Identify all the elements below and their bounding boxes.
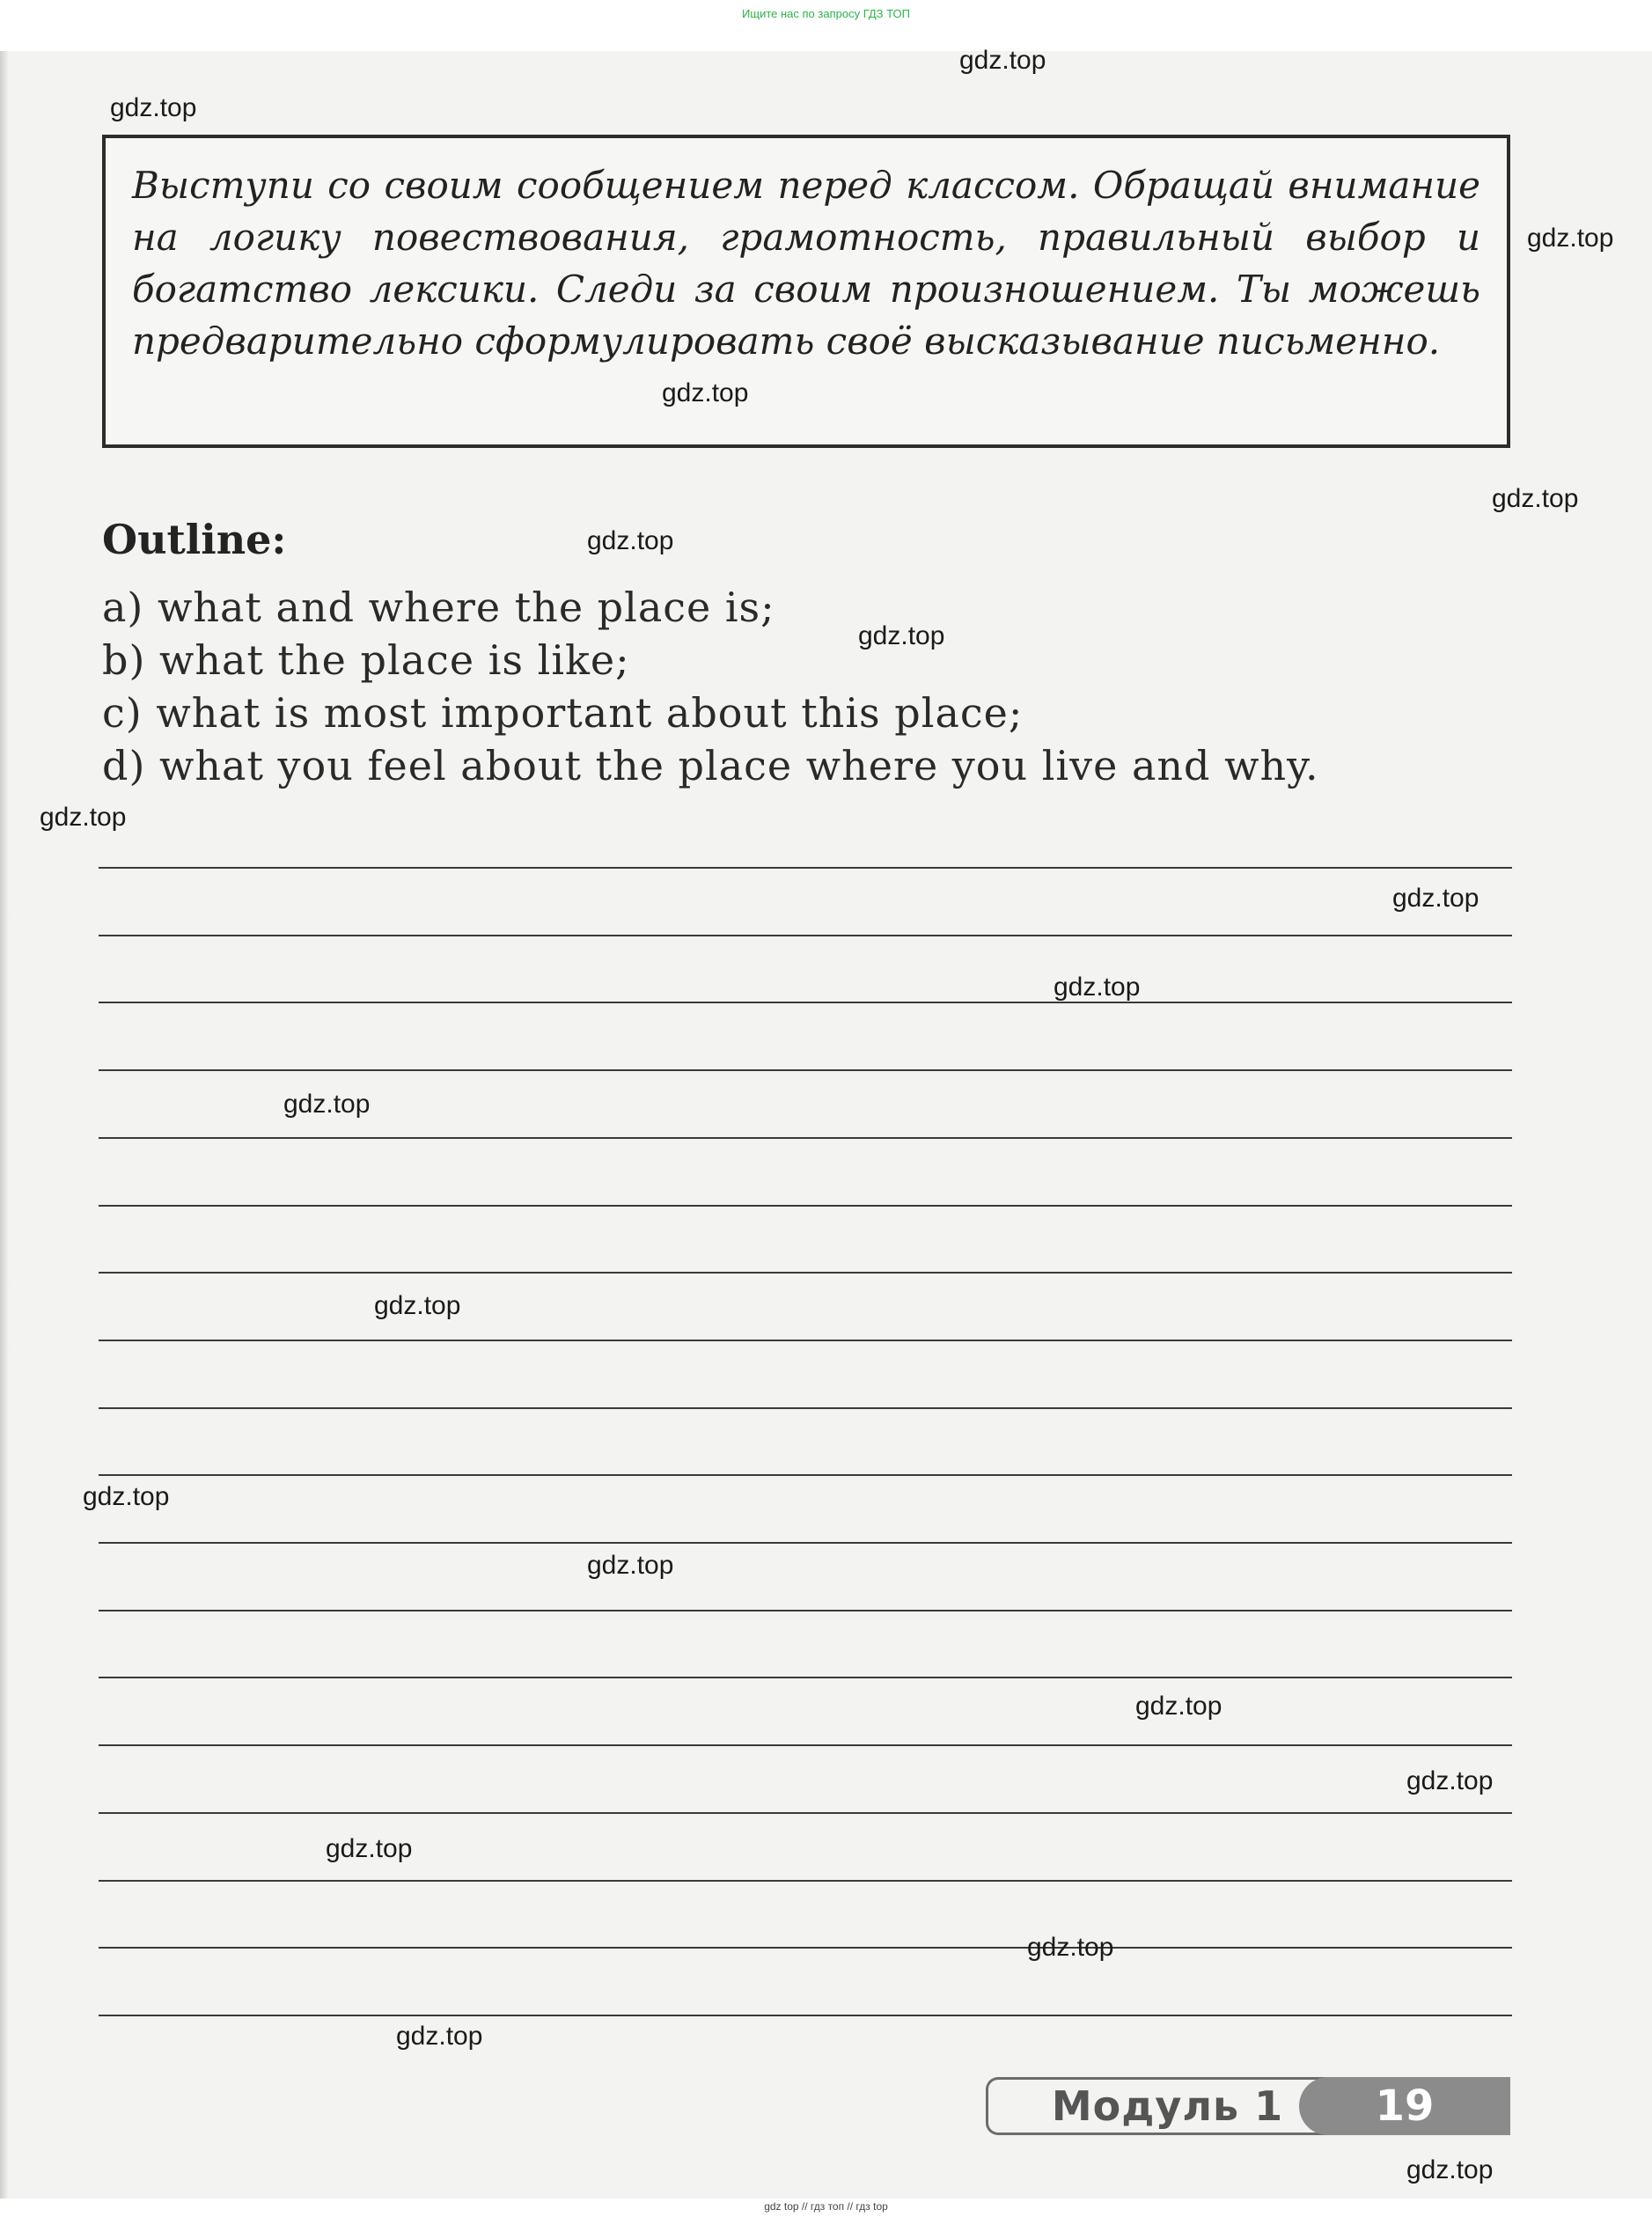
watermark-text: gdz.top (83, 1482, 170, 1511)
watermark-text: gdz.top (40, 803, 127, 832)
watermark-text: gdz.top (959, 46, 1046, 75)
watermark-text: gdz.top (587, 526, 674, 555)
writing-line[interactable] (99, 935, 1512, 936)
watermark-text: gdz.top (858, 621, 945, 650)
watermark-text: gdz.top (283, 1090, 371, 1119)
watermark-text: gdz.top (396, 2022, 483, 2051)
writing-line[interactable] (99, 1002, 1512, 1003)
watermark-text: gdz.top (587, 1551, 674, 1580)
writing-line[interactable] (99, 867, 1512, 869)
writing-line[interactable] (99, 1272, 1512, 1274)
watermark-text: gdz.top (1027, 1933, 1114, 1962)
writing-line[interactable] (99, 1677, 1512, 1678)
watermark-text: gdz.top (1054, 973, 1141, 1002)
writing-line[interactable] (99, 1474, 1512, 1476)
instruction-text: Выступи со своим сообщением перед классом. Обращай внимание на логику повествования, грамотность, правильный выбор и богатство лексики. Следи за своим произношением. Ты можешь предварительно сформулировать своё высказывание письменно. (132, 164, 1480, 363)
module-tab (986, 2077, 1510, 2139)
watermark-text: gdz.top (1406, 1766, 1494, 1795)
outline-title: Outline: (102, 516, 287, 563)
writing-line[interactable] (99, 1205, 1512, 1207)
watermark-text: gdz.top (662, 378, 749, 407)
outline-item-b: b) what the place is like; (102, 636, 630, 684)
writing-line[interactable] (99, 1812, 1512, 1814)
writing-line[interactable] (99, 1610, 1512, 1611)
writing-line[interactable] (99, 1542, 1512, 1544)
watermark-text: gdz.top (1527, 224, 1614, 253)
writing-line[interactable] (99, 2015, 1512, 2016)
watermark-text: gdz.top (1135, 1692, 1222, 1721)
page-edge-shadow (0, 51, 9, 2199)
writing-line[interactable] (99, 1069, 1512, 1071)
outline-item-a: a) what and where the place is; (102, 584, 775, 631)
module-label: Модуль 1 (986, 2077, 1347, 2135)
writing-line[interactable] (99, 1340, 1512, 1341)
watermark-text: gdz.top (1492, 484, 1579, 513)
watermark-text: gdz.top (110, 93, 197, 122)
writing-line[interactable] (99, 1407, 1512, 1409)
outline-item-c: c) what is most important about this place; (102, 689, 1024, 737)
watermark-text: gdz.top (374, 1291, 461, 1320)
writing-line[interactable] (99, 1137, 1512, 1139)
writing-line[interactable] (99, 1947, 1512, 1949)
bottom-banner[interactable]: gdz top // гдз топ // гдз top (764, 2200, 888, 2213)
page-number: 19 (1299, 2077, 1510, 2135)
outline-item-d: d) what you feel about the place where you live and why. (102, 742, 1319, 789)
writing-line[interactable] (99, 1744, 1512, 1746)
watermark-text: gdz.top (1392, 884, 1479, 913)
writing-line[interactable] (99, 1880, 1512, 1882)
watermark-text: gdz.top (326, 1834, 413, 1863)
top-banner[interactable]: Ищите нас по запросу ГДЗ ТОП (742, 7, 910, 20)
watermark-text: gdz.top (1406, 2155, 1494, 2184)
